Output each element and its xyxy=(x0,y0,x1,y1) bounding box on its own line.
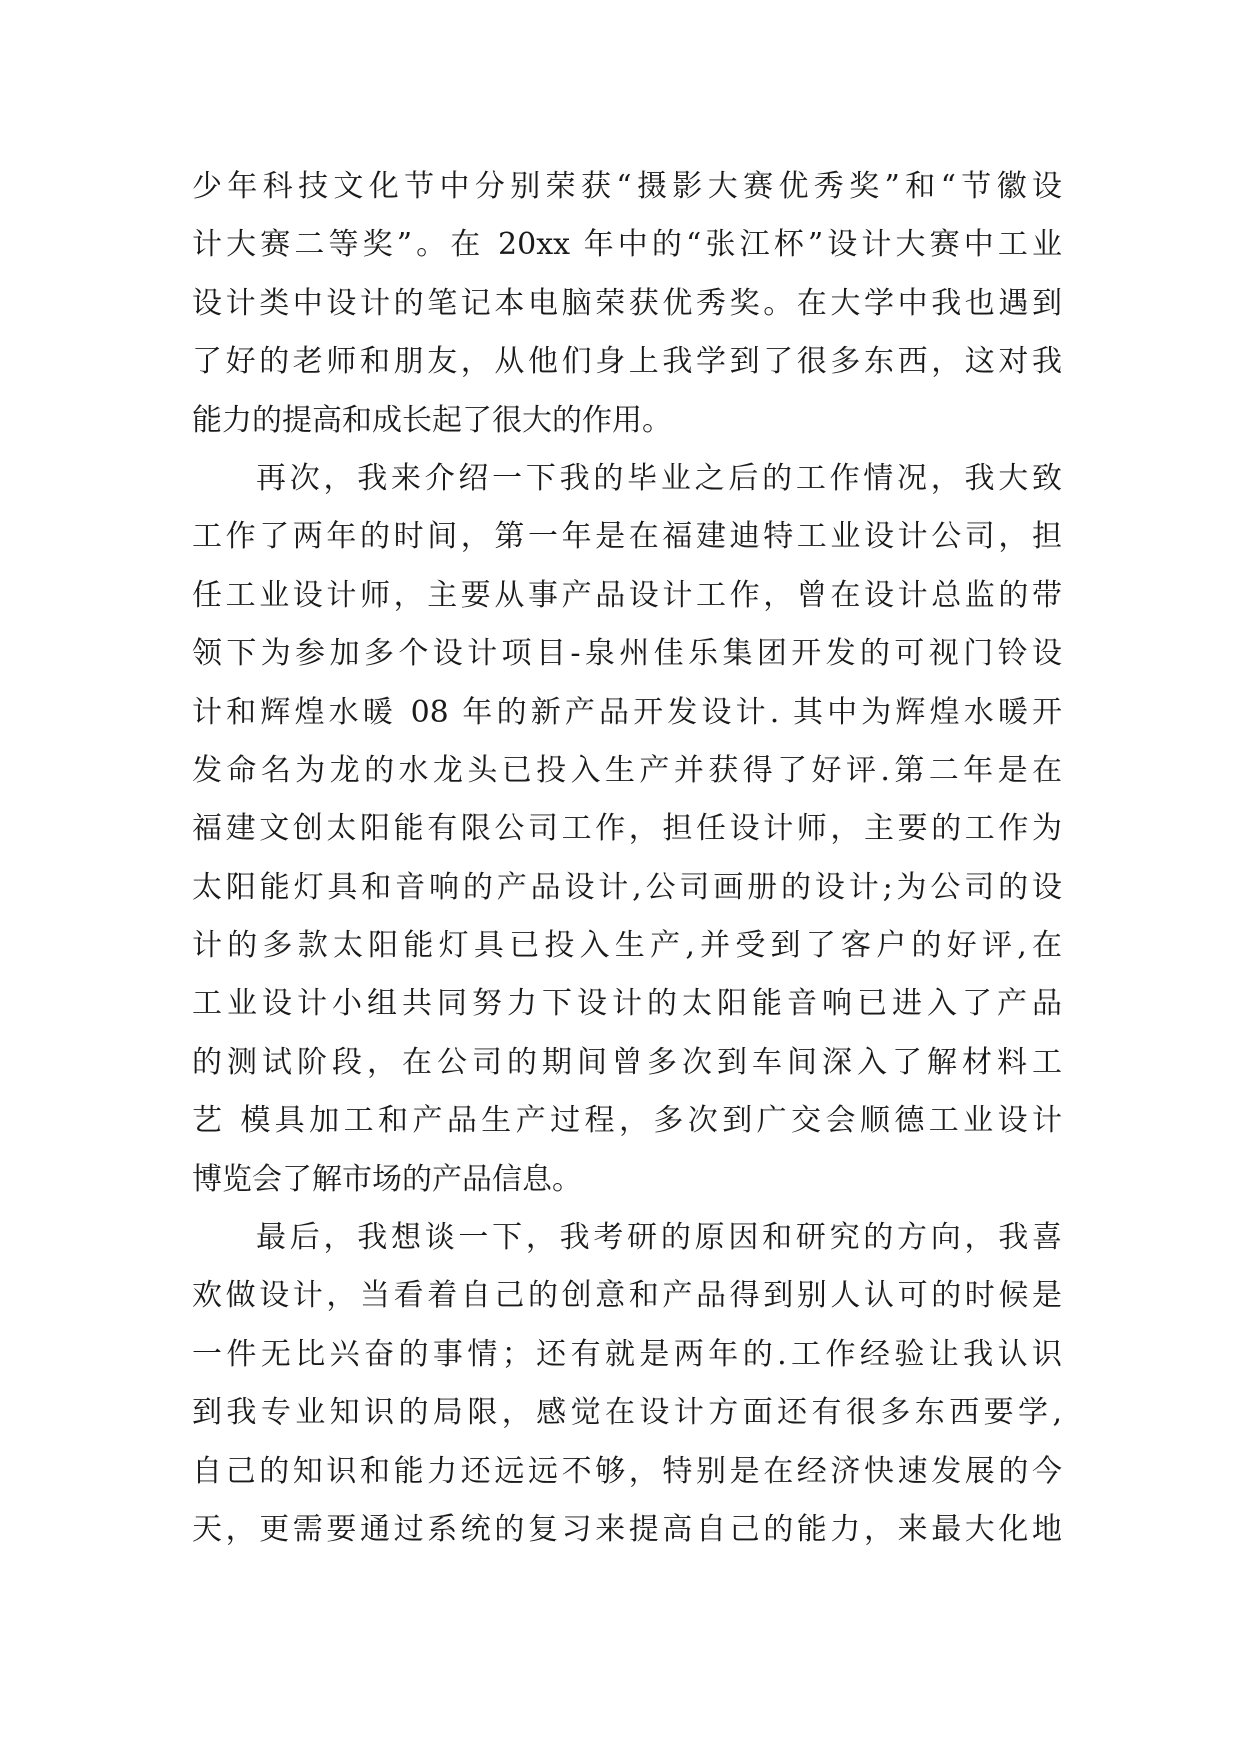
text-line: 发命名为龙的水龙头已投入生产并获得了好评.第二年是在 xyxy=(192,752,1062,788)
text-line: 艺 模具加工和产品生产过程，多次到广交会顺德工业设计 xyxy=(192,1103,1062,1139)
text-line: 最后，我想谈一下，我考研的原因和研究的方向，我喜 xyxy=(256,1220,1062,1256)
text-line: 自己的知识和能力还远远不够，特别是在经济快速发展的今 xyxy=(192,1453,1062,1489)
text-line: 天，更需要通过系统的复习来提高自己的能力，来最大化地 xyxy=(192,1511,1062,1547)
paragraph-awards xyxy=(192,158,1062,450)
text-line: 少年科技文化节中分别荣获“摄影大赛优秀奖”和“节徽设 xyxy=(192,169,1062,204)
text-line: 欢做设计，当看着自己的创意和产品得到别人认可的时候是 xyxy=(192,1278,1062,1314)
text-line: 了好的老师和朋友，从他们身上我学到了很多东西，这对我 xyxy=(192,344,1062,380)
document-body xyxy=(192,158,1062,1559)
text-line: 的测试阶段，在公司的期间曾多次到车间深入了解材料工 xyxy=(192,1044,1062,1080)
text-line: 工业设计小组共同努力下设计的太阳能音响已进入了产品 xyxy=(192,986,1062,1022)
text-line: 福建文创太阳能有限公司工作，担任设计师，主要的工作为 xyxy=(192,811,1062,847)
paragraph-motivation xyxy=(192,1209,1062,1559)
text-line: 计和辉煌水暖 08 年的新产品开发设计. 其中为辉煌水暖开 xyxy=(192,694,1062,730)
text-line: 计大赛二等奖”。在 20xx 年中的“张江杯”设计大赛中工业 xyxy=(192,227,1062,263)
text-line: 太阳能灯具和音响的产品设计,公司画册的设计;为公司的设 xyxy=(192,869,1062,905)
text-line: 一件无比兴奋的事情；还有就是两年的.工作经验让我认识 xyxy=(192,1336,1062,1372)
text-line: 博览会了解市场的产品信息。 xyxy=(192,1161,582,1197)
paragraph-work-experience xyxy=(192,450,1062,1209)
text-line: 再次，我来介绍一下我的毕业之后的工作情况，我大致 xyxy=(256,460,1062,496)
text-line: 计的多款太阳能灯具已投入生产,并受到了客户的好评,在 xyxy=(192,928,1062,964)
text-line: 工作了两年的时间，第一年是在福建迪特工业设计公司，担 xyxy=(192,519,1062,555)
text-line: 任工业设计师，主要从事产品设计工作，曾在设计总监的带 xyxy=(192,577,1062,613)
text-line: 领下为参加多个设计项目-泉州佳乐集团开发的可视门铃设 xyxy=(192,636,1062,672)
text-line: 到我专业知识的局限，感觉在设计方面还有很多东西要学, xyxy=(192,1395,1062,1431)
text-line: 设计类中设计的笔记本电脑荣获优秀奖。在大学中我也遇到 xyxy=(192,285,1062,321)
text-line: 能力的提高和成长起了很大的作用。 xyxy=(192,402,672,438)
